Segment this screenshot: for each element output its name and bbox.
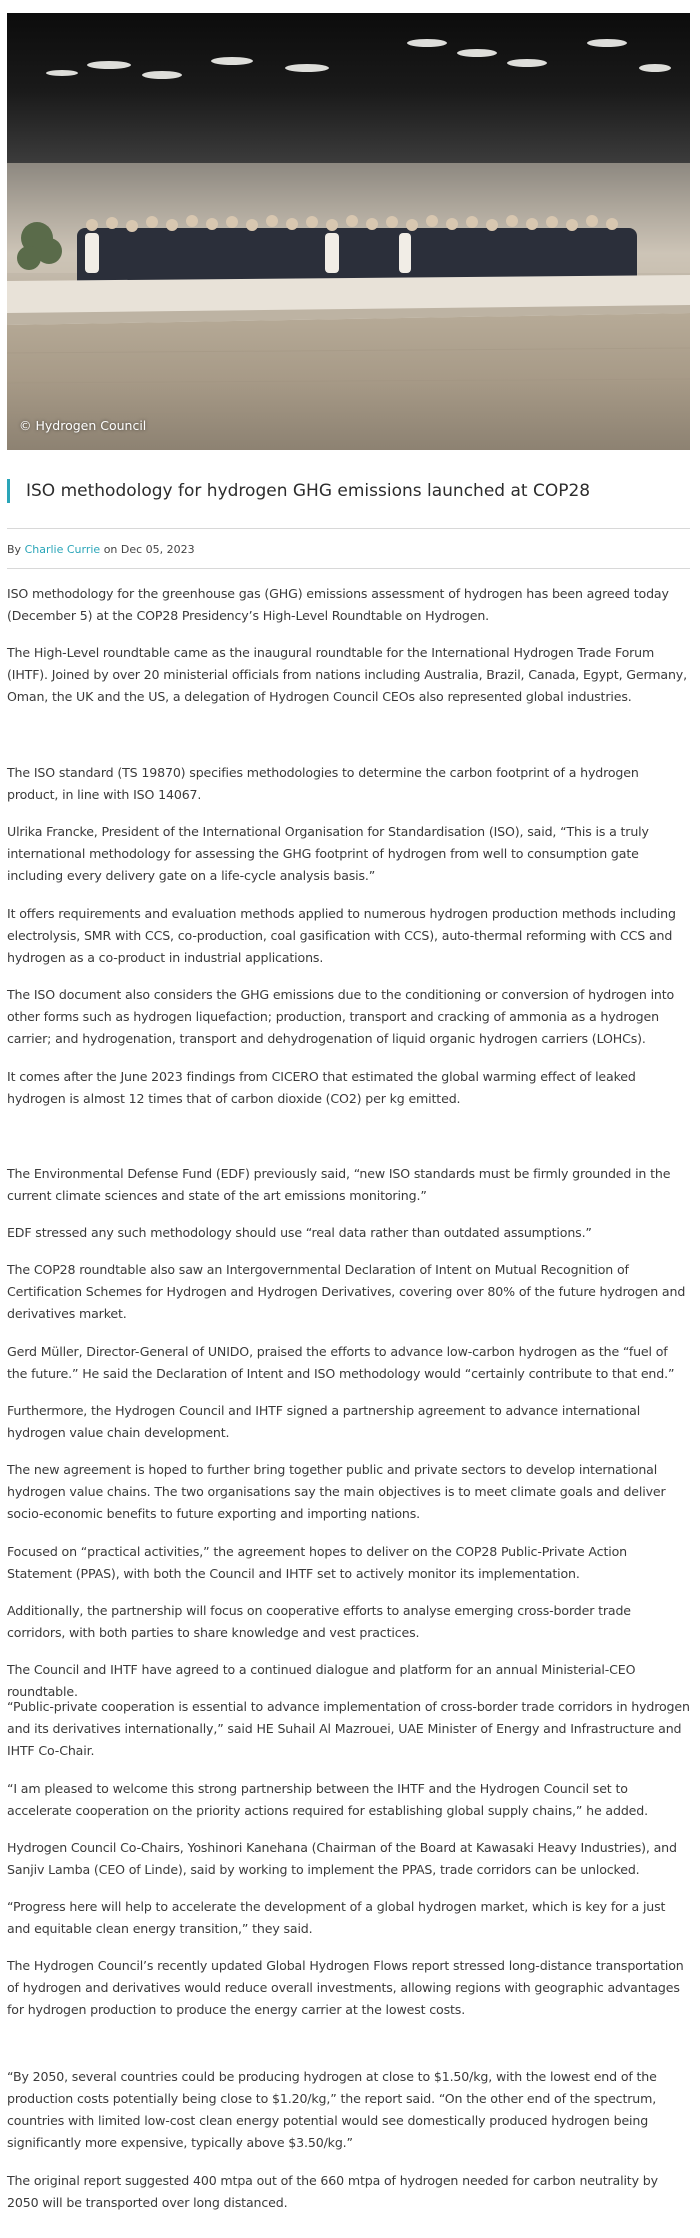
article-paragraph: The COP28 roundtable also saw an Intergovernmental Declaration of Intent on Mutual Recognition of Certification Schemes for Hydrogen and Hydrogen Derivatives, covering over 80% of the future hydrogen and derivatives market. bbox=[7, 1262, 686, 1321]
publish-date: Dec 05, 2023 bbox=[120, 543, 195, 556]
article-paragraph: The ISO document also considers the GHG emissions due to the conditioning or conversion of hydrogen into other forms such as hydrogen liquefaction; production, transport and cracking of ammonia as a hydrogen carrier; and hydrogenation, transport and dehydrogenation of liquid organic hydrogen carriers (LOHCs). bbox=[7, 987, 675, 1046]
article-paragraph: The Environmental Defense Fund (EDF) previously said, “new ISO standards must be firmly grounded in the current climate sciences and state of the art emissions monitoring.” bbox=[7, 1166, 671, 1203]
article-paragraph: The Council and IHTF have agreed to a continued dialogue and platform for an annual Ministerial-CEO roundtable. bbox=[7, 1662, 636, 1699]
article-paragraph: The High-Level roundtable came as the inaugural roundtable for the International Hydrogen Trade Forum (IHTF). Joined by over 20 ministerial officials from nations including Australia, Brazil, Canada, Egypt, Germany, Oman, the UK and the US, a delegation of Hydrogen Council CEOs also represented global industries. bbox=[7, 645, 687, 704]
article-paragraph: “Public-private cooperation is essential to advance implementation of cross-border trade corridors in hydrogen and its derivatives internationally,” said HE Suhail Al Mazrouei, UAE Minister of Energy and Infrastructure and IHTF Co-Chair. bbox=[7, 1699, 690, 1758]
article-paragraph: Gerd Müller, Director-General of UNIDO, praised the efforts to advance low-carbon hydrogen as the “fuel of the future.” He said the Declaration of Intent and ISO methodology would “certainly contribute to that end.” bbox=[7, 1344, 675, 1381]
article-paragraph: Ulrika Francke, President of the International Organisation for Standardisation (ISO), said, “This is a truly international methodology for assessing the GHG footprint of hydrogen from well to consumption gate including every delivery gate on a life-cycle analysis basis.” bbox=[7, 824, 649, 883]
article-paragraph: It offers requirements and evaluation methods applied to numerous hydrogen production methods including electrolysis, SMR with CCS, co-production, coal gasification with CCS), auto-thermal reforming with CCS and hydrogen as a co-product in industrial applications. bbox=[7, 906, 676, 965]
hero-photo-illustration bbox=[7, 13, 690, 450]
article-paragraph: EDF stressed any such methodology should use “real data rather than outdated assumptions.” bbox=[7, 1225, 592, 1240]
date-prefix: on bbox=[103, 543, 118, 556]
hero-photo bbox=[7, 13, 690, 450]
article-paragraph: Hydrogen Council Co-Chairs, Yoshinori Kanehana (Chairman of the Board at Kawasaki Heavy Industries), and Sanjiv Lamba (CEO of Linde), said by working to implement the PPAS, trade corridors can be unlocked. bbox=[7, 1840, 677, 1877]
divider bbox=[7, 528, 690, 529]
divider bbox=[7, 568, 690, 569]
article-paragraph: The original report suggested 400 mtpa out of the 660 mtpa of hydrogen needed for carbon neutrality by 2050 will be transported over long distanced. bbox=[7, 2173, 658, 2210]
article-paragraph: Focused on “practical activities,” the agreement hopes to deliver on the COP28 Public-Private Action Statement (PPAS), with both the Council and IHTF set to actively monitor its implementation. bbox=[7, 1544, 627, 1581]
title-accent-bar bbox=[7, 479, 10, 503]
article-paragraph: ISO methodology for the greenhouse gas (GHG) emissions assessment of hydrogen has been agreed today (December 5) at the COP28 Presidency’s High-Level Roundtable on Hydrogen. bbox=[7, 586, 669, 623]
author-link[interactable]: Charlie Currie bbox=[24, 543, 101, 556]
article-paragraph: The ISO standard (TS 19870) specifies methodologies to determine the carbon footprint of a hydrogen product, in line with ISO 14067. bbox=[7, 765, 639, 802]
article-paragraph: “Progress here will help to accelerate the development of a global hydrogen market, which is key for a just and equitable clean energy transition,” they said. bbox=[7, 1899, 666, 1936]
article-title: ISO methodology for hydrogen GHG emissions launched at COP28 bbox=[26, 481, 591, 501]
byline bbox=[7, 543, 195, 556]
article-paragraph: “By 2050, several countries could be producing hydrogen at close to $1.50/kg, with the lowest end of the production costs potentially being close to $1.20/kg,” the report said. “On the other end of the spectrum, countries with limited low-cost clean energy potential would see domestically produced hydrogen being significantly more expensive, typically above $3.50/kg.” bbox=[7, 2069, 657, 2150]
article-paragraph: It comes after the June 2023 findings from CICERO that estimated the global warming effect of leaked hydrogen is almost 12 times that of carbon dioxide (CO2) per kg emitted. bbox=[7, 1069, 636, 1106]
byline-prefix: By bbox=[7, 543, 22, 556]
article-paragraph: Furthermore, the Hydrogen Council and IHTF signed a partnership agreement to advance international hydrogen value chain development. bbox=[7, 1403, 641, 1440]
article-title-block bbox=[7, 478, 690, 504]
article-paragraph: The new agreement is hoped to further bring together public and private sectors to develop international hydrogen value chains. The two organisations say the main objectives is to meet climate goals and deliver socio-economic benefits to future exporting and importing nations. bbox=[7, 1462, 666, 1521]
article-paragraph: The Hydrogen Council’s recently updated Global Hydrogen Flows report stressed long-distance transportation of hydrogen and derivatives would reduce overall investments, allowing regions with geographic advantages for hydrogen production to produce the energy carrier at the lowest costs. bbox=[7, 1958, 684, 2017]
article-paragraph: Additionally, the partnership will focus on cooperative efforts to analyse emerging cross-border trade corridors, with both parties to share knowledge and vest practices. bbox=[7, 1603, 631, 1640]
photo-credit: © Hydrogen Council bbox=[19, 418, 147, 433]
article-paragraph: “I am pleased to welcome this strong partnership between the IHTF and the Hydrogen Council set to accelerate cooperation on the priority actions required for establishing global supply chains,” he added. bbox=[7, 1781, 648, 1818]
